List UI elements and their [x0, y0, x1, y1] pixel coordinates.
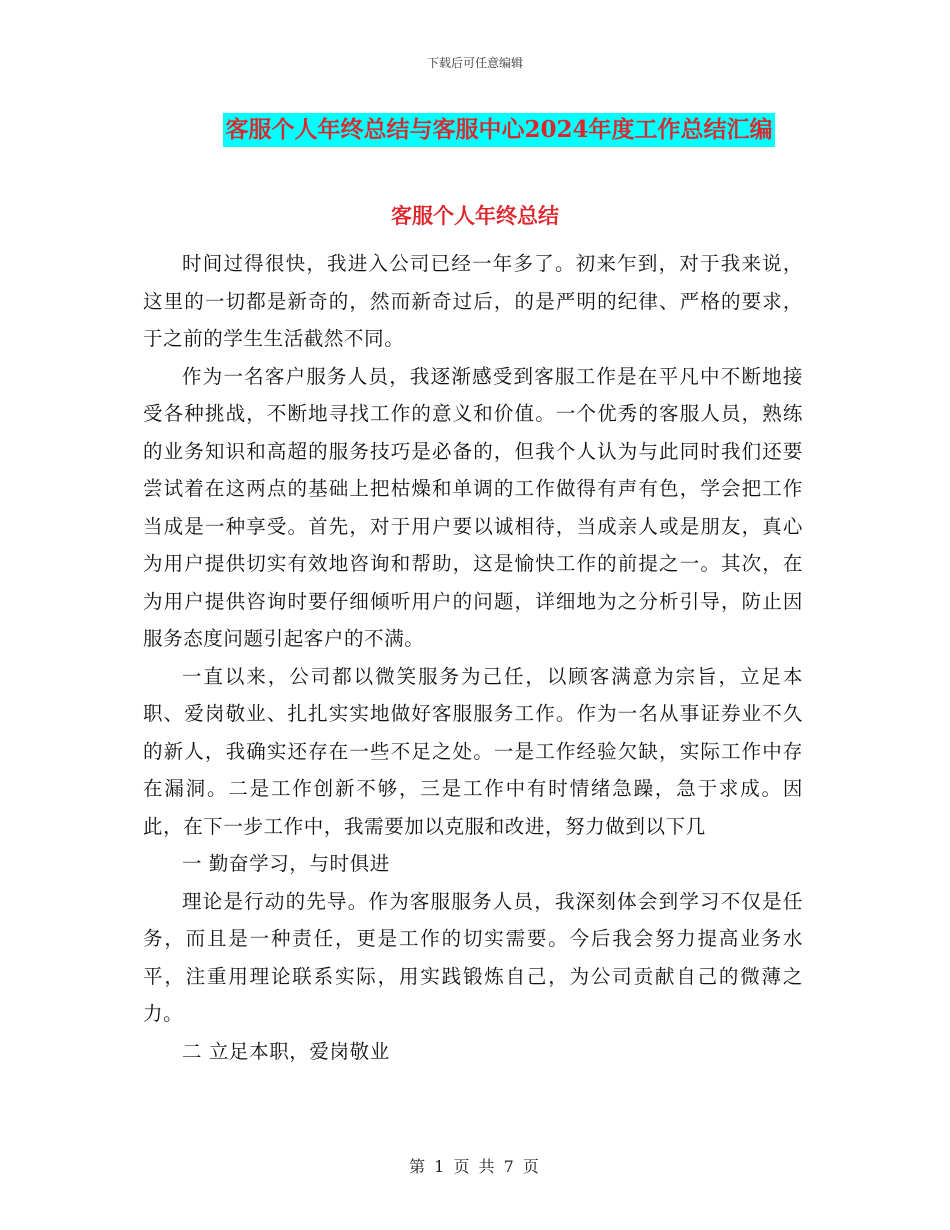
paragraph: 理论是行动的先导。作为客服服务人员，我深刻体会到学习不仅是任务，而且是一种责任，更是工作的切实需要。今后我会努力提高业务水平，注重用理论联系实际，用实践锻炼自己，为公司贡献自己的微薄之力。: [143, 889, 803, 1025]
paragraph: 一直以来，公司都以微笑服务为己任，以顾客满意为宗旨，立足本职、爱岗敬业、扎扎实实地做好客服服务工作。作为一名从事证券业不久的新人，我确实还存在一些不足之处。一是工作经验欠缺，实际工作中存在漏洞。二是工作创新不够，三是工作中有时情绪急躁，急于求成。因此，在下一步工作中，我需要加以克服和改进，努力做到以下几: [143, 664, 803, 838]
section-heading: 一 勤奋学习，与时俱进: [182, 852, 390, 875]
section-title: 客服个人年终总结: [391, 203, 559, 228]
paragraph: 作为一名客户服务人员，我逐渐感受到客服工作是在平凡中不断地接受各种挑战，不断地寻找工作的意义和价值。一个优秀的客服人员，熟练的业务知识和高超的服务技巧是必备的，但我个人认为与此同时我们还要尝试着在这两点的基础上把枯燥和单调的工作做得有声有色，学会把工作当成是一种享受。首先，对于用户要以诚相待，当成亲人或是朋友，真心为用户提供切实有效地咨询和帮助，这是愉快工作的前提之一。其次，在为用户提供咨询时要仔细倾听用户的问题，详细地为之分析引导，防止因服务态度问题引起客户的不满。: [143, 364, 803, 650]
section-heading: 二 立足本职，爱岗敬业: [182, 1039, 390, 1063]
main-title-container: [0, 113, 950, 147]
document-body: [143, 245, 803, 1070]
page-header-note: 下载后可任意编辑: [426, 56, 523, 70]
paragraph: 时间过得很快，我进入公司已经一年多了。初来乍到，对于我来说，这里的一切都是新奇的，然而新奇过后，的是严明的纪律、严格的要求，于之前的学生生活截然不同。: [143, 252, 803, 350]
main-title: 客服个人年终总结与客服中心2024年度工作总结汇编: [223, 113, 774, 147]
page-number: 第 1 页 共 7 页: [409, 1157, 541, 1176]
